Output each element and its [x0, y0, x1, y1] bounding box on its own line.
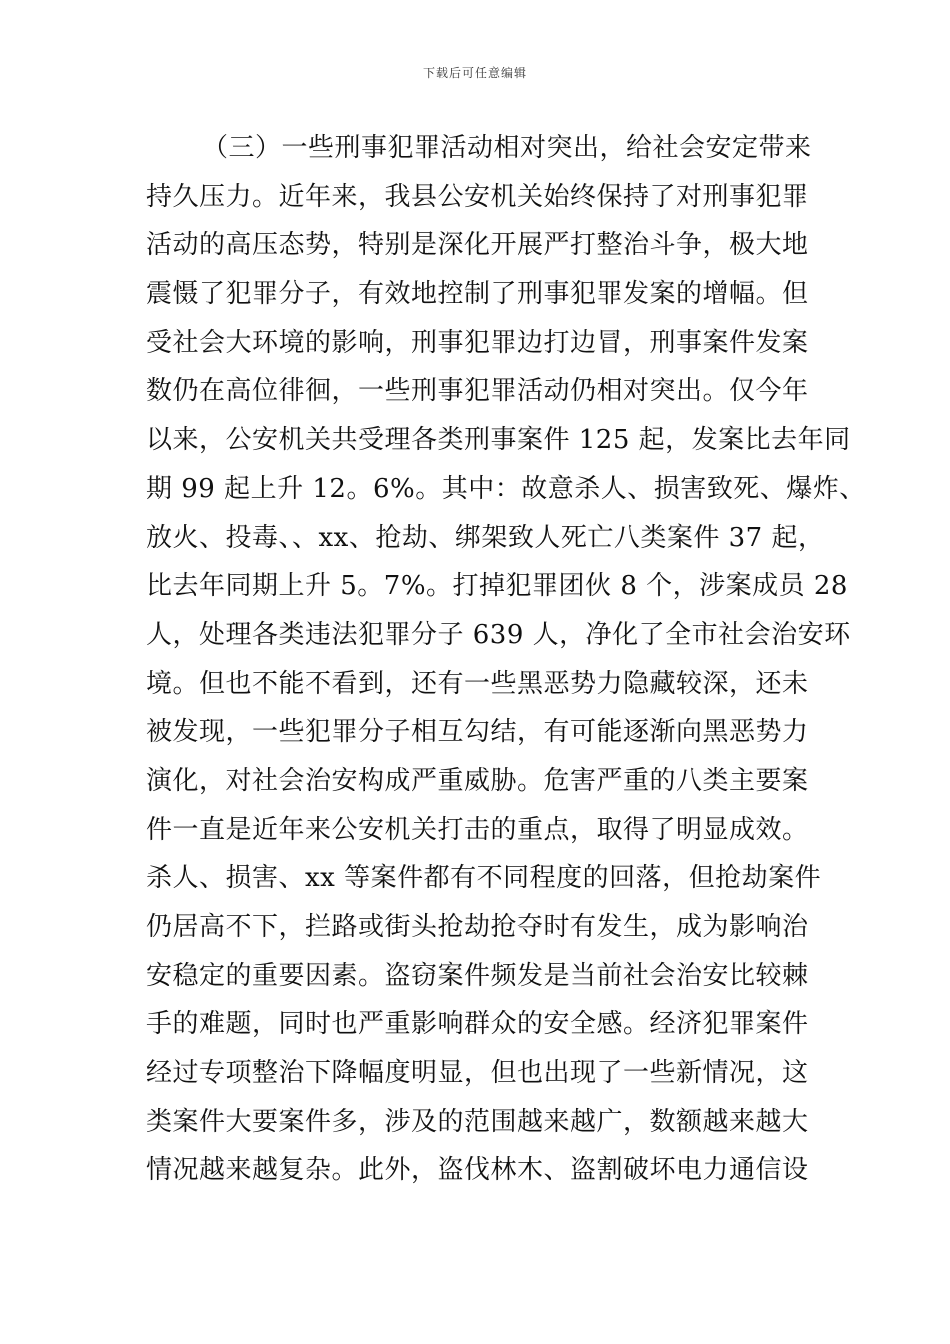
paragraph-line: 件一直是近年来公安机关打击的重点，取得了明显成效。 [146, 814, 809, 845]
paragraph-line: 情况越来越复杂。此外，盗伐林木、盗割破坏电力通信设 [146, 1155, 809, 1186]
paragraph-line: 经过专项整治下降幅度明显，但也出现了一些新情况，这 [146, 1058, 809, 1089]
paragraph-line: 以来，公安机关共受理各类刑事案件 125 起，发案比去年同 [146, 425, 851, 456]
paragraph-line: 手的难题，同时也严重影响群众的安全感。经济犯罪案件 [146, 1009, 809, 1040]
paragraph-line: （三）一些刑事犯罪活动相对突出，给社会安定带来 [202, 133, 812, 163]
paragraph-line: 持久压力。近年来，我县公安机关始终保持了对刑事犯罪 [146, 181, 809, 212]
paragraph-line: 活动的高压态势，特别是深化开展严打整治斗争，极大地 [146, 230, 809, 261]
paragraph-line: 仍居高不下，拦路或街头抢劫抢夺时有发生，成为影响治 [146, 912, 809, 942]
paragraph-line: 杀人、损害、xx 等案件都有不同程度的回落，但抢劫案件 [146, 863, 822, 894]
paragraph-line: 放火、投毒、、xx、抢劫、绑架致人死亡八类案件 37 起， [146, 522, 825, 553]
paragraph-line: 震慑了犯罪分子，有效地控制了刑事犯罪发案的增幅。但 [146, 279, 809, 310]
paragraph-line: 比去年同期上升 5。7%。打掉犯罪团伙 8 个，涉案成员 28 [146, 571, 848, 602]
page-header-note: 下载后可任意编辑 [422, 66, 527, 80]
paragraph-line: 人，处理各类违法犯罪分子 639 人，净化了全市社会治安环 [146, 619, 851, 650]
document-body [146, 124, 866, 1195]
paragraph-line: 境。但也不能不看到，还有一些黑恶势力隐藏较深，还未 [146, 668, 809, 699]
paragraph-line: 被发现，一些犯罪分子相互勾结，有可能逐渐向黑恶势力 [146, 717, 809, 748]
paragraph-line: 受社会大环境的影响，刑事犯罪边打边冒，刑事案件发案 [146, 327, 809, 358]
paragraph-line: 安稳定的重要因素。盗窃案件频发是当前社会治安比较棘 [146, 960, 809, 991]
paragraph-line: 数仍在高位徘徊，一些刑事犯罪活动仍相对突出。仅今年 [146, 376, 809, 407]
paragraph-line: 演化，对社会治安构成严重威胁。危害严重的八类主要案 [146, 765, 809, 796]
paragraph-line: 类案件大要案件多，涉及的范围越来越广，数额越来越大 [146, 1106, 809, 1137]
paragraph-line: 期 99 起上升 12。6%。其中：故意杀人、损害致死、爆炸、 [146, 473, 866, 504]
